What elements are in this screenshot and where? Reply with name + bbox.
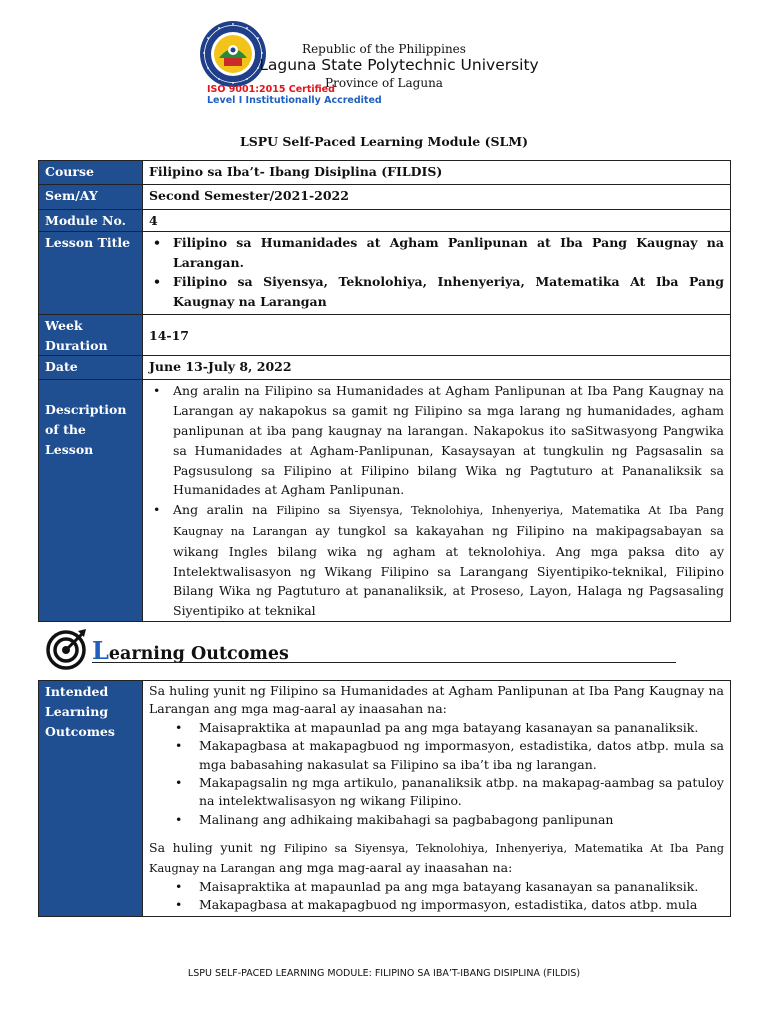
module-info-table xyxy=(38,160,731,622)
module-row xyxy=(39,210,731,232)
description-item-body: ay tungkol sa kakayahan ng Filipino na makipagsabayan sa wikang Ingles bilang wika ng agham at teknolohiya. Ang mga paksa dito ay Intelektwalisasyon ng Wikang Filipino sa Larangang Siyentipiko-teknikal, Filipino Bilang Wika ng Pagtuturo at pananaliksik, at Proseso, Layon, Halaga ng Pagsasaling Siyentipiko at teknikal xyxy=(173,522,724,619)
outcomes-label-line: Learning xyxy=(45,703,109,719)
description-label xyxy=(39,380,143,622)
description-item-title: Filipino sa Siyensya, Teknolohiya, Inhenyeriya, Matematika At Iba Pang Kaugnay na Larangan xyxy=(173,504,724,538)
description-label-line: Description xyxy=(45,402,127,418)
outcome-item: • Makapagbasa at makapagbuod ng impormasyon, estadistika, datos atbp. mula sa mga babasahing nakasulat sa Filipino sa iba’t iba ng larangan. xyxy=(149,737,724,774)
description-item-lead: Ang aralin na xyxy=(173,502,277,518)
sem-row xyxy=(39,185,731,210)
module-value: 4 xyxy=(143,210,731,232)
outcomes-intro-tail: ang mga mag-aaral ay inaasahan na: xyxy=(275,859,513,875)
lesson-title-list xyxy=(149,233,724,312)
week-label-line: Week xyxy=(45,317,83,333)
course-label: Course xyxy=(39,161,143,185)
outcomes-table xyxy=(38,680,731,917)
description-label-line: Lesson xyxy=(45,441,94,457)
heading-first-letter: L xyxy=(92,636,109,665)
module-title: LSPU Self-Paced Learning Module (SLM) xyxy=(239,134,529,149)
sem-value: Second Semester/2021-2022 xyxy=(143,185,731,210)
outcome-item: • Maisapraktika at mapaunlad pa ang mga batayang kasanayan sa pananaliksik. xyxy=(149,719,724,737)
module-label: Module No. xyxy=(39,210,143,232)
lesson-title-item: • Filipino sa Humanidades at Agham Panlipunan at Iba Pang Kaugnay na Larangan. xyxy=(149,233,724,273)
week-row xyxy=(39,314,731,356)
lesson-title-value xyxy=(143,231,731,314)
target-icon xyxy=(45,628,89,670)
outcomes-list-1 xyxy=(149,719,724,829)
heading-rest: earning Outcomes xyxy=(108,644,289,664)
heading-divider xyxy=(92,662,676,663)
date-row xyxy=(39,356,731,380)
outcomes-label-line: Outcomes xyxy=(45,723,115,739)
lesson-title-label: Lesson Title xyxy=(39,231,143,314)
learning-outcomes-heading xyxy=(92,636,289,665)
description-item: • Ang aralin na Filipino sa Humanidades at Agham Panlipunan at Iba Pang Kaugnay na Larangan ay nakapokus sa gamit ng Filipino sa mga larang ng humanidades, agham panlipunan at iba pang kaugnay na larangan. Nakapokus ito saSitwasyong Pangwika sa Humanidades at Agham-Panlipunan, Kasaysayan at tungkulin ng Pagsasalin sa Pagsusulong sa Filipino at Filipino bilang Wika ng Pagtuturo at Pananaliksik sa Humanidades at Agham Panlipunan. xyxy=(149,381,724,500)
course-row xyxy=(39,161,731,185)
outcome-item: • Makapagbasa at makapagbuod ng impormasyon, estadistika, datos atbp. mula xyxy=(149,896,724,914)
lesson-title-item: • Filipino sa Siyensya, Teknolohiya, Inhenyeriya, Matematika At Iba Pang Kaugnay na Larangan xyxy=(149,272,724,312)
outcomes-intro xyxy=(149,839,724,878)
outcomes-list-2 xyxy=(149,878,724,915)
republic-text: Republic of the Philippines xyxy=(302,42,466,56)
outcome-item: • Malinang ang adhikaing makibahagi sa pagbabagong panlipunan xyxy=(149,811,724,829)
province-text: Province of Laguna xyxy=(325,76,443,90)
outcomes-label xyxy=(39,681,143,917)
week-value: 14-17 xyxy=(143,314,731,356)
lesson-title-row xyxy=(39,231,731,314)
page-footer: LSPU SELF-PACED LEARNING MODULE: FILIPINO SA IBA’T-IBANG DISIPLINA (FILDIS) xyxy=(187,968,581,979)
description-item xyxy=(149,500,724,621)
iso-certification: ISO 9001:2015 Certified xyxy=(207,84,335,95)
outcomes-intro: Sa huling yunit ng Filipino sa Humanidades at Agham Panlipunan at Iba Pang Kaugnay na Larangan ang mga mag-aaral ay inaasahan na: xyxy=(149,683,724,717)
outcome-item: • Makapagsalin ng mga artikulo, pananaliksik atbp. na makapag-aambag sa patuloy na intelektwalisasyon ng wikang Filipino. xyxy=(149,774,724,811)
course-value: Filipino sa Iba’t- Ibang Disiplina (FILDIS) xyxy=(143,161,731,185)
outcomes-intro-lead: Sa huling yunit ng xyxy=(149,840,284,856)
outcomes-value xyxy=(143,681,731,917)
date-label: Date xyxy=(39,356,143,380)
university-name: Laguna State Polytechnic University xyxy=(259,56,539,74)
description-row xyxy=(39,380,731,622)
outcomes-intro-title: Filipino sa Siyensya, Teknolohiya, Inhenyeriya, Matematika At Iba Pang Kaugnay na Larangan xyxy=(149,842,724,875)
description-value xyxy=(143,380,731,622)
description-label-line: of the xyxy=(45,422,86,438)
week-duration-label xyxy=(39,314,143,356)
date-value: June 13-July 8, 2022 xyxy=(143,356,731,380)
description-list xyxy=(149,381,724,621)
outcomes-row xyxy=(39,681,731,917)
outcome-item: • Maisapraktika at mapaunlad pa ang mga batayang kasanayan sa pananaliksik. xyxy=(149,878,724,896)
sem-label: Sem/AY xyxy=(39,185,143,210)
duration-label-line: Duration xyxy=(45,337,108,353)
accreditation-text: Level I Institutionally Accredited xyxy=(207,95,382,106)
outcomes-label-line: Intended xyxy=(45,684,109,699)
